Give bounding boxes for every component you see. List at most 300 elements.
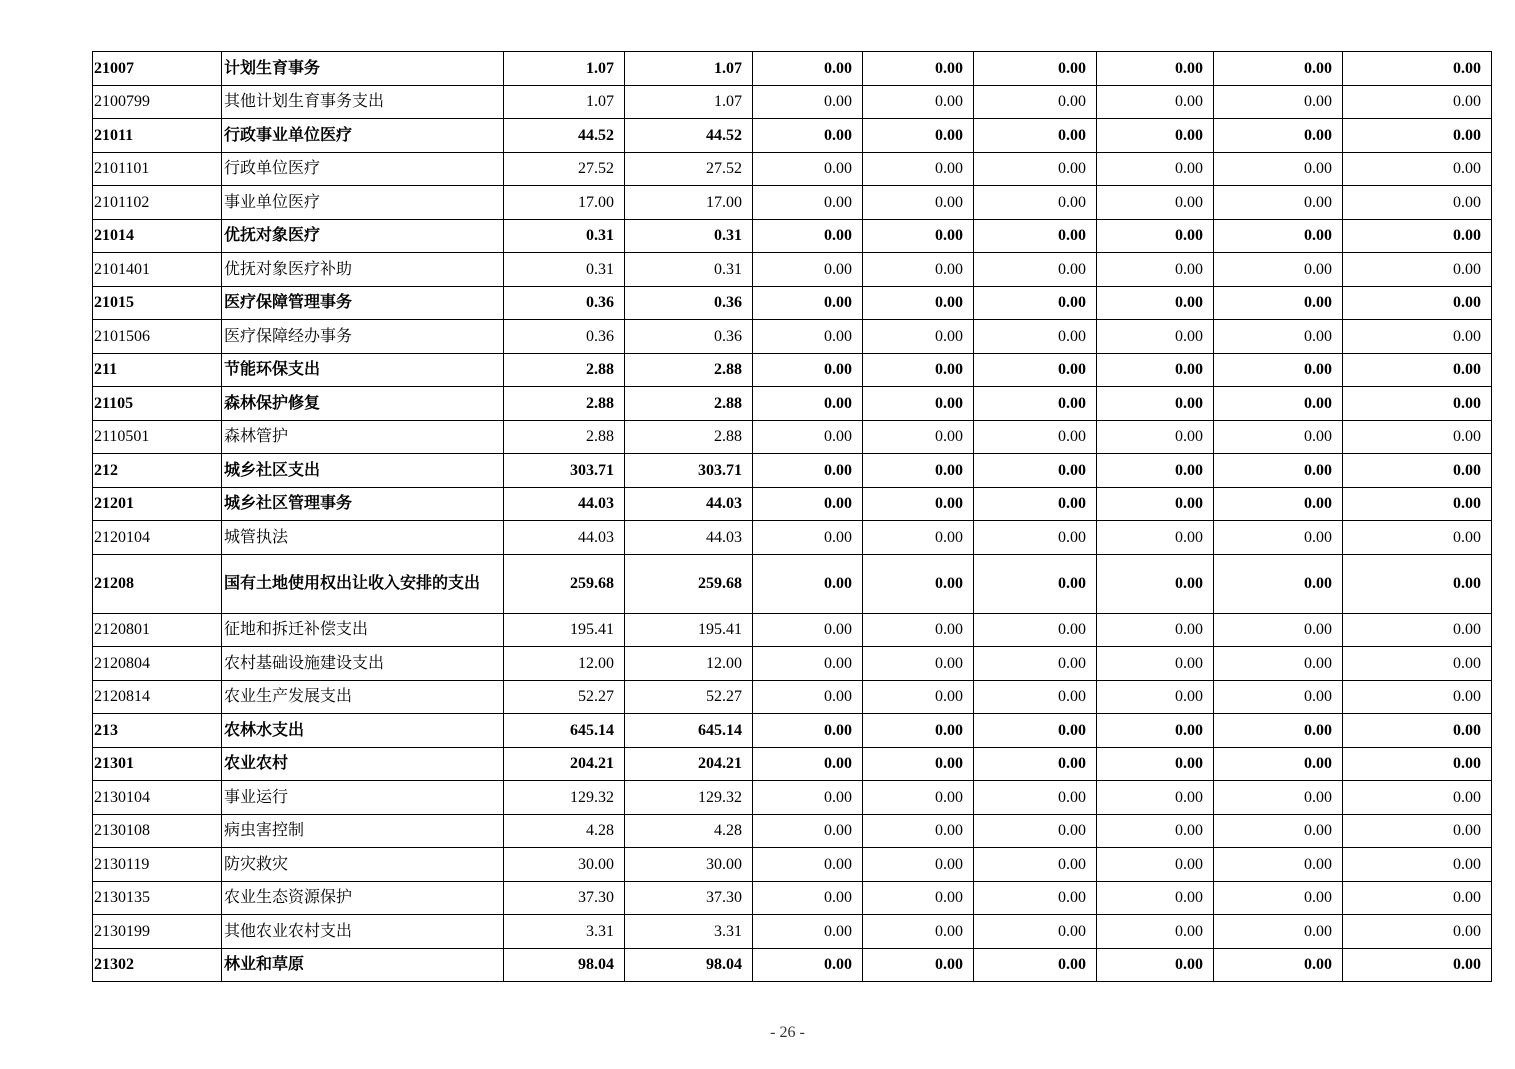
row-value-1: 2.88: [504, 420, 625, 454]
row-code: 2120804: [93, 647, 222, 681]
row-value-3: 0.00: [753, 881, 863, 915]
row-value-8: 0.00: [1343, 747, 1492, 781]
row-value-5: 0.00: [974, 52, 1097, 86]
row-value-2: 645.14: [625, 714, 753, 748]
row-value-4: 0.00: [863, 647, 974, 681]
row-name-text: 林业和草原: [224, 956, 305, 974]
row-value-1: 2.88: [504, 387, 625, 421]
row-value-2: 204.21: [625, 747, 753, 781]
row-value-6: 0.00: [1097, 219, 1214, 253]
row-value-1: 0.36: [504, 286, 625, 320]
row-value-1: 303.71: [504, 454, 625, 488]
row-value-4: 0.00: [863, 85, 974, 119]
row-value-7: 0.00: [1214, 848, 1343, 882]
table-row: [93, 613, 1492, 647]
row-name-text: 病虫害控制: [224, 822, 305, 840]
row-value-7: 0.00: [1214, 487, 1343, 521]
row-value-3: 0.00: [753, 85, 863, 119]
row-value-1: 17.00: [504, 186, 625, 220]
row-name: [222, 714, 504, 748]
row-value-8: 0.00: [1343, 848, 1492, 882]
row-value-7: 0.00: [1214, 613, 1343, 647]
row-value-3: 0.00: [753, 915, 863, 949]
row-value-8: 0.00: [1343, 521, 1492, 555]
row-value-2: 27.52: [625, 152, 753, 186]
row-value-7: 0.00: [1214, 747, 1343, 781]
row-value-7: 0.00: [1214, 521, 1343, 555]
row-value-2: 37.30: [625, 881, 753, 915]
row-value-3: 0.00: [753, 186, 863, 220]
row-value-5: 0.00: [974, 119, 1097, 153]
row-value-5: 0.00: [974, 420, 1097, 454]
row-name-text: 事业单位医疗: [224, 193, 321, 211]
row-value-7: 0.00: [1214, 320, 1343, 354]
row-value-4: 0.00: [863, 881, 974, 915]
row-name-text: 事业运行: [224, 788, 289, 806]
table-row: [93, 286, 1492, 320]
row-value-4: 0.00: [863, 253, 974, 287]
row-value-4: 0.00: [863, 286, 974, 320]
row-value-4: 0.00: [863, 320, 974, 354]
row-name: [222, 420, 504, 454]
row-value-2: 2.88: [625, 353, 753, 387]
row-value-1: 259.68: [504, 554, 625, 613]
row-value-5: 0.00: [974, 353, 1097, 387]
row-value-7: 0.00: [1214, 353, 1343, 387]
row-value-4: 0.00: [863, 353, 974, 387]
row-value-6: 0.00: [1097, 613, 1214, 647]
row-value-7: 0.00: [1214, 814, 1343, 848]
row-value-1: 204.21: [504, 747, 625, 781]
row-value-8: 0.00: [1343, 52, 1492, 86]
row-value-5: 0.00: [974, 219, 1097, 253]
row-value-5: 0.00: [974, 487, 1097, 521]
row-name-text: 行政单位医疗: [224, 160, 321, 178]
row-value-1: 37.30: [504, 881, 625, 915]
row-value-5: 0.00: [974, 814, 1097, 848]
row-value-3: 0.00: [753, 521, 863, 555]
row-value-6: 0.00: [1097, 647, 1214, 681]
row-value-2: 52.27: [625, 680, 753, 714]
row-value-7: 0.00: [1214, 152, 1343, 186]
row-value-2: 44.52: [625, 119, 753, 153]
row-value-5: 0.00: [974, 454, 1097, 488]
row-code: 21301: [93, 747, 222, 781]
row-code: 2101401: [93, 253, 222, 287]
table-row: [93, 747, 1492, 781]
row-value-1: 2.88: [504, 353, 625, 387]
table-row: [93, 85, 1492, 119]
row-name: [222, 387, 504, 421]
row-value-5: 0.00: [974, 881, 1097, 915]
table-row: [93, 881, 1492, 915]
row-value-5: 0.00: [974, 286, 1097, 320]
row-name-text: 计划生育事务: [224, 59, 321, 77]
row-value-6: 0.00: [1097, 814, 1214, 848]
row-value-1: 4.28: [504, 814, 625, 848]
row-value-8: 0.00: [1343, 613, 1492, 647]
row-value-4: 0.00: [863, 521, 974, 555]
row-name: [222, 948, 504, 982]
row-value-8: 0.00: [1343, 781, 1492, 815]
row-value-8: 0.00: [1343, 353, 1492, 387]
row-value-2: 44.03: [625, 521, 753, 555]
row-value-8: 0.00: [1343, 915, 1492, 949]
row-value-1: 1.07: [504, 52, 625, 86]
row-value-7: 0.00: [1214, 387, 1343, 421]
row-value-8: 0.00: [1343, 152, 1492, 186]
row-name-text: 其他农业农村支出: [224, 922, 353, 940]
row-value-7: 0.00: [1214, 253, 1343, 287]
row-name-text: 农业农村: [224, 755, 289, 773]
row-value-3: 0.00: [753, 286, 863, 320]
row-value-6: 0.00: [1097, 454, 1214, 488]
row-value-4: 0.00: [863, 781, 974, 815]
row-value-3: 0.00: [753, 52, 863, 86]
budget-table: [92, 51, 1492, 982]
row-value-4: 0.00: [863, 186, 974, 220]
row-value-1: 195.41: [504, 613, 625, 647]
row-value-3: 0.00: [753, 487, 863, 521]
row-value-5: 0.00: [974, 680, 1097, 714]
row-value-4: 0.00: [863, 554, 974, 613]
row-value-5: 0.00: [974, 915, 1097, 949]
row-code: 21105: [93, 387, 222, 421]
row-code: 2120801: [93, 613, 222, 647]
row-value-2: 259.68: [625, 554, 753, 613]
row-name: [222, 781, 504, 815]
row-value-3: 0.00: [753, 152, 863, 186]
row-value-6: 0.00: [1097, 320, 1214, 354]
row-value-6: 0.00: [1097, 680, 1214, 714]
row-code: 213: [93, 714, 222, 748]
row-value-6: 0.00: [1097, 286, 1214, 320]
row-value-7: 0.00: [1214, 881, 1343, 915]
row-value-2: 30.00: [625, 848, 753, 882]
row-value-7: 0.00: [1214, 680, 1343, 714]
row-value-8: 0.00: [1343, 454, 1492, 488]
row-value-8: 0.00: [1343, 253, 1492, 287]
row-code: 21015: [93, 286, 222, 320]
row-name: [222, 52, 504, 86]
row-value-7: 0.00: [1214, 52, 1343, 86]
table-body: [93, 52, 1492, 982]
row-value-2: 44.03: [625, 487, 753, 521]
row-value-4: 0.00: [863, 420, 974, 454]
row-code: 21208: [93, 554, 222, 613]
row-value-2: 0.31: [625, 253, 753, 287]
row-value-2: 12.00: [625, 647, 753, 681]
row-name-text: 优抚对象医疗补助: [224, 260, 353, 278]
row-value-4: 0.00: [863, 948, 974, 982]
row-value-8: 0.00: [1343, 286, 1492, 320]
row-value-6: 0.00: [1097, 487, 1214, 521]
row-value-8: 0.00: [1343, 320, 1492, 354]
row-name: [222, 680, 504, 714]
row-value-3: 0.00: [753, 454, 863, 488]
row-value-6: 0.00: [1097, 85, 1214, 119]
row-value-1: 44.03: [504, 487, 625, 521]
table-row: [93, 119, 1492, 153]
row-value-4: 0.00: [863, 454, 974, 488]
row-name-text: 森林管护: [224, 428, 289, 446]
table-row: [93, 814, 1492, 848]
row-value-8: 0.00: [1343, 186, 1492, 220]
row-value-8: 0.00: [1343, 948, 1492, 982]
row-value-1: 3.31: [504, 915, 625, 949]
table-row: [93, 915, 1492, 949]
table-row: [93, 219, 1492, 253]
row-value-1: 30.00: [504, 848, 625, 882]
row-value-5: 0.00: [974, 647, 1097, 681]
row-value-3: 0.00: [753, 420, 863, 454]
row-value-6: 0.00: [1097, 781, 1214, 815]
row-value-3: 0.00: [753, 814, 863, 848]
row-name-text: 城乡社区管理事务: [224, 495, 353, 513]
table-row: [93, 52, 1492, 86]
row-value-5: 0.00: [974, 781, 1097, 815]
row-value-1: 0.31: [504, 219, 625, 253]
row-value-2: 195.41: [625, 613, 753, 647]
row-value-8: 0.00: [1343, 881, 1492, 915]
row-value-6: 0.00: [1097, 186, 1214, 220]
row-value-5: 0.00: [974, 613, 1097, 647]
row-value-1: 12.00: [504, 647, 625, 681]
table-row: [93, 320, 1492, 354]
row-value-2: 0.36: [625, 286, 753, 320]
row-value-3: 0.00: [753, 714, 863, 748]
row-code: 21007: [93, 52, 222, 86]
table-row: [93, 420, 1492, 454]
row-value-4: 0.00: [863, 52, 974, 86]
row-value-3: 0.00: [753, 554, 863, 613]
row-value-7: 0.00: [1214, 948, 1343, 982]
row-value-1: 0.31: [504, 253, 625, 287]
row-value-2: 1.07: [625, 52, 753, 86]
row-name-text: 国有土地使用权出让收入安排的支出: [224, 575, 481, 592]
row-value-2: 2.88: [625, 420, 753, 454]
table-row: [93, 948, 1492, 982]
row-code: 2130119: [93, 848, 222, 882]
row-name-text: 农村基础设施建设支出: [224, 654, 385, 672]
row-value-6: 0.00: [1097, 881, 1214, 915]
row-value-7: 0.00: [1214, 647, 1343, 681]
row-value-4: 0.00: [863, 152, 974, 186]
row-name: [222, 881, 504, 915]
row-value-7: 0.00: [1214, 119, 1343, 153]
table-row: [93, 186, 1492, 220]
row-value-1: 645.14: [504, 714, 625, 748]
row-value-6: 0.00: [1097, 747, 1214, 781]
row-value-7: 0.00: [1214, 714, 1343, 748]
row-value-5: 0.00: [974, 521, 1097, 555]
row-code: 2110501: [93, 420, 222, 454]
row-name: [222, 119, 504, 153]
row-value-5: 0.00: [974, 747, 1097, 781]
table-row: [93, 554, 1492, 613]
row-value-8: 0.00: [1343, 219, 1492, 253]
row-value-6: 0.00: [1097, 521, 1214, 555]
row-value-7: 0.00: [1214, 286, 1343, 320]
table-row: [93, 680, 1492, 714]
table-row: [93, 781, 1492, 815]
row-code: 2130199: [93, 915, 222, 949]
table-row: [93, 521, 1492, 555]
row-value-7: 0.00: [1214, 554, 1343, 613]
table-row: [93, 353, 1492, 387]
row-value-2: 4.28: [625, 814, 753, 848]
row-value-4: 0.00: [863, 747, 974, 781]
row-name: [222, 915, 504, 949]
row-name-text: 节能环保支出: [224, 361, 321, 379]
table-row: [93, 487, 1492, 521]
row-code: 2120814: [93, 680, 222, 714]
row-value-8: 0.00: [1343, 387, 1492, 421]
row-value-7: 0.00: [1214, 420, 1343, 454]
row-value-4: 0.00: [863, 680, 974, 714]
row-value-7: 0.00: [1214, 85, 1343, 119]
row-name-text: 防灾救灾: [224, 855, 289, 873]
row-value-3: 0.00: [753, 320, 863, 354]
row-value-5: 0.00: [974, 152, 1097, 186]
table-row: [93, 848, 1492, 882]
row-name: [222, 219, 504, 253]
row-value-2: 0.31: [625, 219, 753, 253]
row-code: 2130108: [93, 814, 222, 848]
row-name: [222, 814, 504, 848]
row-name-text: 森林保护修复: [224, 394, 321, 412]
row-value-6: 0.00: [1097, 353, 1214, 387]
row-name: [222, 487, 504, 521]
row-name-text: 医疗保障管理事务: [224, 294, 353, 312]
row-code: 2101101: [93, 152, 222, 186]
row-value-7: 0.00: [1214, 454, 1343, 488]
row-value-4: 0.00: [863, 119, 974, 153]
row-value-6: 0.00: [1097, 948, 1214, 982]
table-row: [93, 387, 1492, 421]
row-name: [222, 286, 504, 320]
table-row: [93, 454, 1492, 488]
row-value-5: 0.00: [974, 714, 1097, 748]
row-value-1: 0.36: [504, 320, 625, 354]
row-value-3: 0.00: [753, 613, 863, 647]
row-name: [222, 521, 504, 555]
row-value-6: 0.00: [1097, 52, 1214, 86]
row-value-1: 1.07: [504, 85, 625, 119]
row-value-2: 129.32: [625, 781, 753, 815]
row-value-7: 0.00: [1214, 219, 1343, 253]
row-code: 2120104: [93, 521, 222, 555]
row-value-6: 0.00: [1097, 915, 1214, 949]
row-value-5: 0.00: [974, 948, 1097, 982]
row-code: 21302: [93, 948, 222, 982]
row-value-2: 0.36: [625, 320, 753, 354]
row-name: [222, 848, 504, 882]
row-value-2: 1.07: [625, 85, 753, 119]
row-name: [222, 353, 504, 387]
row-value-3: 0.00: [753, 948, 863, 982]
row-value-2: 2.88: [625, 387, 753, 421]
row-value-3: 0.00: [753, 647, 863, 681]
row-value-3: 0.00: [753, 680, 863, 714]
row-value-3: 0.00: [753, 119, 863, 153]
row-name: [222, 454, 504, 488]
row-code: 21201: [93, 487, 222, 521]
row-name: [222, 152, 504, 186]
row-value-1: 98.04: [504, 948, 625, 982]
row-value-7: 0.00: [1214, 915, 1343, 949]
row-code: 2101506: [93, 320, 222, 354]
row-value-2: 3.31: [625, 915, 753, 949]
row-name-text: 其他计划生育事务支出: [224, 93, 385, 111]
row-name: [222, 253, 504, 287]
row-code: 2100799: [93, 85, 222, 119]
row-value-3: 0.00: [753, 848, 863, 882]
row-name-text: 农林水支出: [224, 721, 305, 739]
row-value-6: 0.00: [1097, 420, 1214, 454]
row-value-8: 0.00: [1343, 680, 1492, 714]
row-value-4: 0.00: [863, 219, 974, 253]
row-code: 212: [93, 454, 222, 488]
table-row: [93, 647, 1492, 681]
row-code: 2130135: [93, 881, 222, 915]
row-value-6: 0.00: [1097, 848, 1214, 882]
row-value-8: 0.00: [1343, 487, 1492, 521]
table-row: [93, 152, 1492, 186]
row-value-8: 0.00: [1343, 119, 1492, 153]
table-row: [93, 253, 1492, 287]
row-value-4: 0.00: [863, 613, 974, 647]
row-value-1: 27.52: [504, 152, 625, 186]
row-value-6: 0.00: [1097, 119, 1214, 153]
row-name: [222, 747, 504, 781]
row-value-5: 0.00: [974, 253, 1097, 287]
row-name-text: 行政事业单位医疗: [224, 126, 353, 144]
row-code: 2101102: [93, 186, 222, 220]
row-value-8: 0.00: [1343, 814, 1492, 848]
row-value-1: 44.52: [504, 119, 625, 153]
row-value-4: 0.00: [863, 814, 974, 848]
row-value-1: 52.27: [504, 680, 625, 714]
page-number: - 26 -: [770, 1024, 805, 1041]
row-value-7: 0.00: [1214, 186, 1343, 220]
row-value-5: 0.00: [974, 848, 1097, 882]
row-name-text: 农业生产发展支出: [224, 688, 353, 706]
row-code: 2130104: [93, 781, 222, 815]
row-value-3: 0.00: [753, 781, 863, 815]
row-name: [222, 647, 504, 681]
row-value-3: 0.00: [753, 747, 863, 781]
row-value-8: 0.00: [1343, 420, 1492, 454]
row-value-4: 0.00: [863, 387, 974, 421]
row-name-text: 优抚对象医疗: [224, 227, 321, 245]
row-name-text: 农业生态资源保护: [224, 889, 353, 907]
row-value-2: 303.71: [625, 454, 753, 488]
row-name-text: 城乡社区支出: [224, 461, 321, 479]
row-value-4: 0.00: [863, 915, 974, 949]
row-value-8: 0.00: [1343, 85, 1492, 119]
row-value-5: 0.00: [974, 387, 1097, 421]
row-value-6: 0.00: [1097, 554, 1214, 613]
row-value-3: 0.00: [753, 219, 863, 253]
row-value-8: 0.00: [1343, 554, 1492, 613]
row-name: [222, 85, 504, 119]
row-name: [222, 186, 504, 220]
row-code: 21014: [93, 219, 222, 253]
row-value-3: 0.00: [753, 253, 863, 287]
row-value-6: 0.00: [1097, 152, 1214, 186]
row-code: 21011: [93, 119, 222, 153]
